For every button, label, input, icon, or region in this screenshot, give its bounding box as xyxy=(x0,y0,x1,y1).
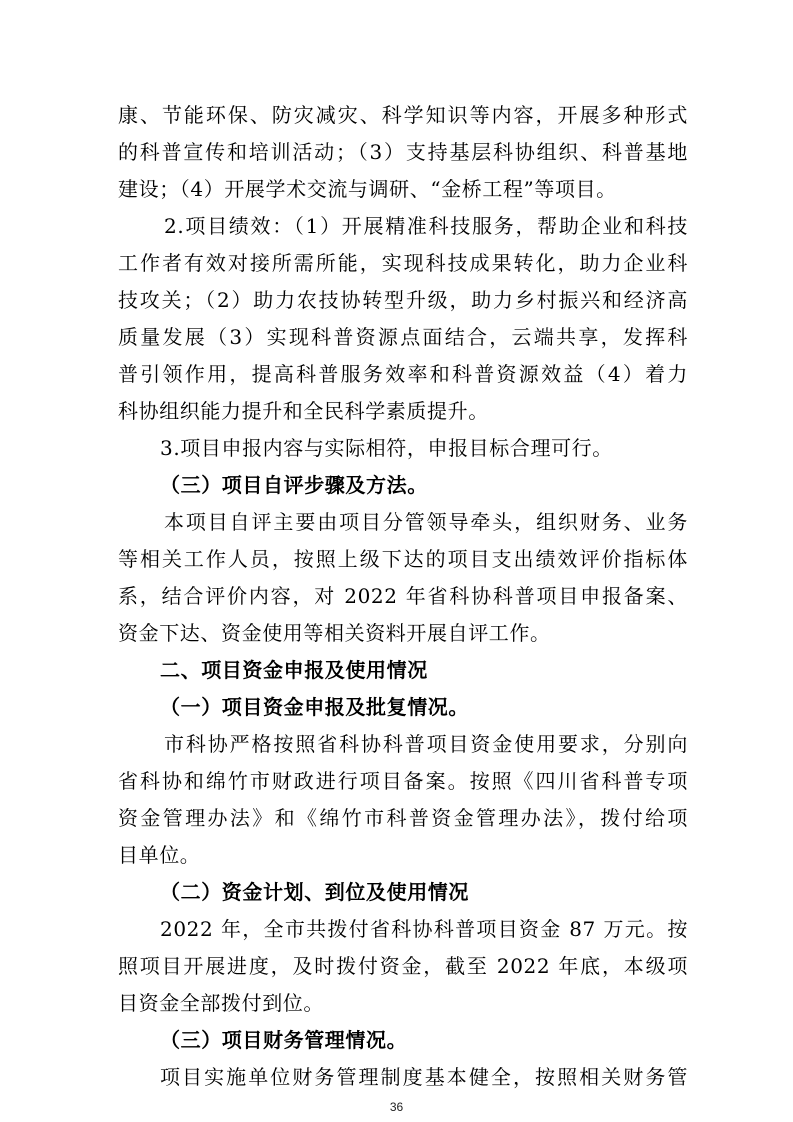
body-text-line: 资金下达、资金使用等相关资料开展自评工作。 xyxy=(118,621,551,645)
chapter-heading: 二、项目资金申报及使用情况 xyxy=(160,658,428,682)
body-text-line: 2.项目绩效：（1）开展精准科技服务，帮助企业和科技 xyxy=(164,214,688,238)
body-text-line: 建设；（4）开展学术交流与调研、“金桥工程”等项目。 xyxy=(118,177,617,201)
body-text-line: 质量发展（3）实现科普资源点面结合，云端共享，发挥科 xyxy=(118,325,688,349)
body-text-line: 康、节能环保、防灾减灾、科学知识等内容，开展多种形式 xyxy=(118,103,688,127)
body-text-line: 的科普宣传和培训活动；（3）支持基层科协组织、科普基地 xyxy=(118,140,688,164)
body-text-line: 项目实施单位财务管理制度基本健全，按照相关财务管 xyxy=(160,1065,688,1089)
body-text-line: 资金管理办法》和《绵竹市科普资金管理办法》，拨付给项 xyxy=(118,806,688,830)
body-text-line: 目单位。 xyxy=(118,843,201,867)
body-text-line: 科协组织能力提升和全民科学素质提升。 xyxy=(118,399,489,423)
body-text-line: 2022 年，全市共拨付省科协科普项目资金 87 万元。按 xyxy=(160,917,688,941)
body-text-line: 市科协严格按照省科协科普项目资金使用要求，分别向 xyxy=(164,732,688,756)
body-text-line: 本项目自评主要由项目分管领导牵头，组织财务、业务 xyxy=(164,510,688,534)
body-text-line: 省科协和绵竹市财政进行项目备案。按照《四川省科普专项 xyxy=(118,769,688,793)
section-heading: （三）项目自评步骤及方法。 xyxy=(160,473,428,497)
section-heading: （二）资金计划、到位及使用情况 xyxy=(160,880,469,904)
page-number: 36 xyxy=(389,1100,404,1114)
section-heading: （三）项目财务管理情况。 xyxy=(160,1028,408,1052)
body-text-line: 普引领作用，提高科普服务效率和科普资源效益（4）着力 xyxy=(118,362,688,386)
body-text-line: 工作者有效对接所需所能，实现科技成果转化，助力企业科 xyxy=(118,251,688,275)
body-text-line: 技攻关；（2）助力农技协转型升级，助力乡村振兴和经济高 xyxy=(118,288,688,312)
body-text-line: 3.项目申报内容与实际相符，申报目标合理可行。 xyxy=(160,436,613,460)
body-text-line: 照项目开展进度，及时拨付资金，截至 2022 年底，本级项 xyxy=(118,954,688,978)
body-text-line: 目资金全部拨付到位。 xyxy=(118,991,324,1015)
body-text-line: 等相关工作人员，按照上级下达的项目支出绩效评价指标体 xyxy=(118,547,688,571)
section-heading: （一）项目资金申报及批复情况。 xyxy=(160,695,469,719)
body-text-line: 系，结合评价内容，对 2022 年省科协科普项目申报备案、 xyxy=(118,584,688,608)
